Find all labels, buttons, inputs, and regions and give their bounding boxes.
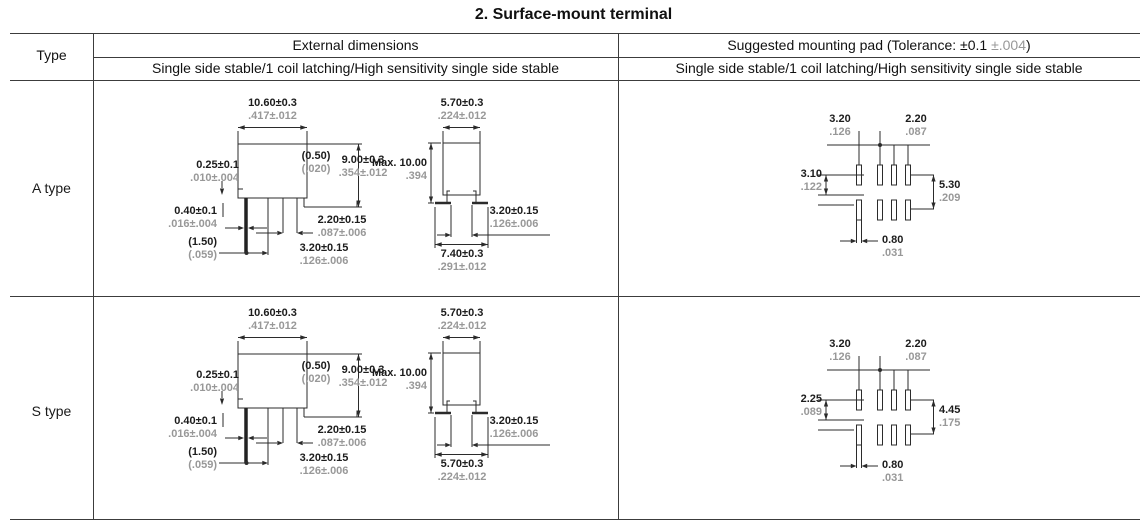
front-lead-thickness-dim-label: 0.25±0.1 .010±.004 [190,159,239,184]
row-label-s-type: S type [31,403,72,419]
side-span-dim-label: 5.70±0.3 .224±.012 [437,458,487,483]
front-standoff-dim-label: (0.50) (.020) [301,360,331,385]
s-type-mounting-pad-cell [798,330,998,500]
surface-mount-terminal-table [10,33,1140,520]
side-view-drawing [345,95,555,280]
front-lead-thickness-dim-label: 0.25±0.1 .010±.004 [190,369,239,394]
table-border-bottom [10,519,1140,520]
pad-variant-subheader: Single side stable/1 coil latching/High sensitivity single side stable [675,60,1083,76]
table-border-top [10,33,1140,34]
pad-pitch1-dim-label: 3.20 .126 [829,113,851,138]
front-edge-pitch-dim-label: 3.20±0.15 .126±.006 [299,452,349,477]
header-divider-line [93,57,1140,58]
front-lead-length-dim-label: (1.50) (.059) [188,446,217,471]
pad-width-dim-label: 0.80 .031 [882,234,904,259]
a-type-mounting-pad-cell [798,105,998,275]
side-width-dim-label: 5.70±0.3 .224±.012 [437,307,487,332]
pad-span-dim-label: 5.30 .209 [939,179,961,204]
mounting-pad-drawing [798,105,993,270]
mounting-pad-header: Suggested mounting pad (Tolerance: ±0.1 ±.004) [727,37,1031,53]
front-width-dim-label: 10.60±0.3 .417±.012 [248,307,297,332]
side-height-dim-label: Max. 10.00 .394 [371,157,427,182]
page-title: 2. Surface-mount terminal [474,6,673,23]
side-foot-gap-dim-label: 3.20±0.15 .126±.006 [489,415,539,440]
row-divider-line [10,296,1140,297]
pad-width-dim-label: 0.80 .031 [882,459,904,484]
pad-span-dim-label: 4.45 .175 [939,404,961,429]
external-dimensions-header: External dimensions [292,37,419,53]
side-height-dim-label: Max. 10.00 .394 [371,367,427,392]
front-height-dim-label: 9.00±0.3 .354±.012 [338,154,388,179]
front-lead-width-dim-label: 0.40±0.1 .016±.004 [168,415,217,440]
row-label-a-type: A type [32,180,71,196]
front-lead-length-dim-label: (1.50) (.059) [188,236,217,261]
side-span-dim-label: 7.40±0.3 .291±.012 [437,248,487,273]
pad-pitch2-dim-label: 2.20 .087 [905,113,927,138]
type-column-header: Type [36,47,67,63]
pad-pitch2-dim-label: 2.20 .087 [905,338,927,363]
header-bottom-line [10,80,1140,81]
pad-pitch1-dim-label: 3.20 .126 [829,338,851,363]
side-foot-gap-dim-label: 3.20±0.15 .126±.006 [489,205,539,230]
front-edge-pitch-dim-label: 3.20±0.15 .126±.006 [299,242,349,267]
type-column-divider [93,33,94,519]
front-width-dim-label: 10.60±0.3 .417±.012 [248,97,297,122]
external-variant-subheader: Single side stable/1 coil latching/High sensitivity single side stable [152,60,559,76]
pad-row-gap-dim-label: 2.25 .089 [800,393,822,418]
side-view-drawing [345,305,555,490]
pad-row-gap-dim-label: 3.10 .122 [800,168,822,193]
pad-tolerance-inch-value: ±.004 [991,37,1026,53]
front-height-dim-label: 9.00±0.3 .354±.012 [338,364,388,389]
pad-column-divider [618,33,619,519]
mounting-pad-drawing [798,330,993,495]
front-pitch-dim-label: 2.20±0.15 .087±.006 [317,424,367,449]
front-pitch-dim-label: 2.20±0.15 .087±.006 [317,214,367,239]
a-type-external-dimensions-cell [155,95,605,295]
front-lead-width-dim-label: 0.40±0.1 .016±.004 [168,205,217,230]
s-type-external-dimensions-cell [155,305,605,505]
front-standoff-dim-label: (0.50) (.020) [301,150,331,175]
side-width-dim-label: 5.70±0.3 .224±.012 [437,97,487,122]
